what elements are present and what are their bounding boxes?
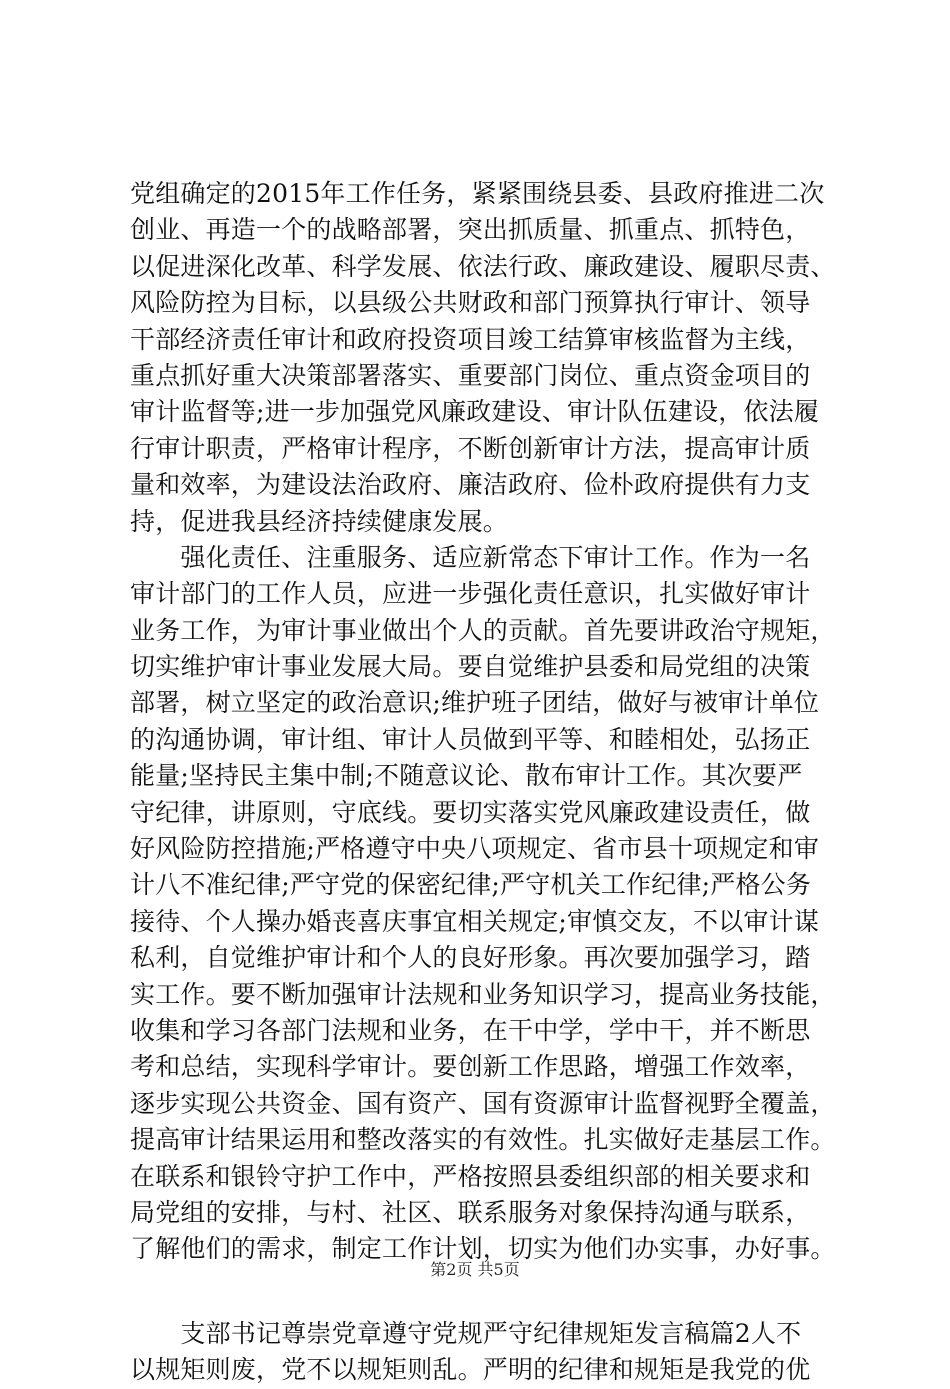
text-line: 部署，树立坚定的政治意识;维护班子团结，做好与被审计单位	[130, 688, 820, 718]
text-line: 能量;坚持民主集中制;不随意议论、散布审计工作。其次要严	[130, 761, 803, 791]
text-line: 量和效率，为建设法治政府、廉洁政府、俭朴政府提供有力支	[130, 470, 811, 500]
paragraph-1	[130, 176, 836, 540]
text-line: 重点抓好重大决策部署落实、重要部门岗位、重点资金项目的	[130, 360, 811, 390]
text-line: 业务工作，为审计事业做出个人的贡献。首先要讲政治守规矩，	[130, 615, 836, 645]
text-line: 创业、再造一个的战略部署，突出抓质量、抓重点、抓特色，	[130, 215, 811, 245]
text-line: 逐步实现公共资金、国有资产、国有资源审计监督视野全覆盖，	[130, 1088, 836, 1118]
text-line: 的沟通协调，审计组、审计人员做到平等、和睦相处，弘扬正	[130, 724, 811, 754]
text-line: 实工作。要不断加强审计法规和业务知识学习，提高业务技能，	[130, 979, 836, 1009]
text-line: 守纪律，讲原则，守底线。要切实落实党风廉政建设责任，做	[130, 797, 811, 827]
text-line: 以规矩则废，党不以规矩则乱。严明的纪律和规矩是我党的优	[130, 1355, 811, 1385]
text-line: 以促进深化改革、科学发展、依法行政、廉政建设、履职尽责、	[130, 251, 836, 281]
text-line: 好风险防控措施;严格遵守中央八项规定、省市县十项规定和审	[130, 834, 820, 864]
text-line: 计八不准纪律;严守党的保密纪律;严守机关工作纪律;严格公务	[130, 870, 812, 900]
text-line: 支部书记尊崇党章遵守党规严守纪律规矩发言稿篇2人不	[130, 1318, 802, 1348]
text-line: 党组确定的2015年工作任务，紧紧围绕县委、县政府推进二次	[130, 179, 825, 208]
text-line: 接待、个人操办婚丧喜庆事宜相关规定;审慎交友，不以审计谋	[130, 906, 820, 936]
text-line: 切实维护审计事业发展大局。要自觉维护县委和局党组的决策	[130, 652, 811, 682]
text-line: 风险防控为目标，以县级公共财政和部门预算执行审计、领导	[130, 288, 811, 318]
text-line: 审计部门的工作人员，应进一步强化责任意识，扎实做好审计	[130, 579, 811, 609]
text-line: 了解他们的需求，制定工作计划，切实为他们办实事，办好事。	[130, 1234, 836, 1264]
page-number: 第2页 共5页	[430, 1260, 520, 1279]
text-line: 局党组的安排，与村、社区、联系服务对象保持沟通与联系，	[130, 1197, 811, 1227]
text-line: 提高审计结果运用和整改落实的有效性。扎实做好走基层工作。	[130, 1125, 836, 1155]
text-line: 审计监督等;进一步加强党风廉政建设、审计队伍建设，依法履	[130, 397, 820, 427]
text-line: 在联系和银铃守护工作中，严格按照县委组织部的相关要求和	[130, 1161, 811, 1191]
text-line: 行审计职责，严格审计程序，不断创新审计方法，提高审计质	[130, 433, 811, 463]
text-line: 考和总结，实现科学审计。要创新工作思路，增强工作效率，	[130, 1052, 811, 1082]
text-line: 收集和学习各部门法规和业务，在干中学，学中干，并不断思	[130, 1015, 811, 1045]
paragraph-2	[130, 540, 836, 1268]
text-line: 私利，自觉维护审计和个人的良好形象。再次要加强学习，踏	[130, 943, 811, 973]
document-body	[130, 176, 836, 1389]
text-line: 持，促进我县经济持续健康发展。	[130, 506, 509, 536]
page-footer	[0, 1260, 950, 1280]
text-line: 干部经济责任审计和政府投资项目竣工结算审核监督为主线，	[130, 324, 811, 354]
text-line: 强化责任、注重服务、适应新常态下审计工作。作为一名	[130, 542, 811, 572]
paragraph-3	[130, 1316, 830, 1389]
